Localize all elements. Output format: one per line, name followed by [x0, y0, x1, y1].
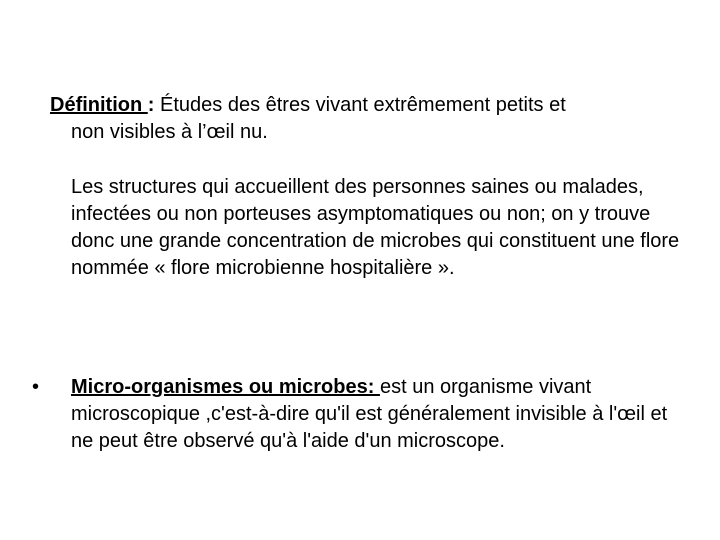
bullet-text: [71, 374, 676, 455]
bullet-term: Micro-organismes ou microbes:: [71, 376, 380, 398]
bullet-definition: est un organisme vivant microscopique ,c'est-à-dire qu'il est généralement invisible à l'œil et ne peut être observé qu'à l'aide d'un microscope.: [71, 376, 668, 452]
definition-text-line1: Études des êtres vivant extrêmement petits et: [154, 94, 566, 116]
definition-colon: :: [147, 94, 155, 116]
definition-text-line2: non visibles à l’œil nu.: [71, 121, 268, 143]
definition-term: Définition: [50, 94, 148, 116]
bullet-item: [32, 374, 692, 455]
structures-paragraph: Les structures qui accueillent des personnes saines ou malades, infectées ou non porteuses asymptomatiques ou non; on y trouve donc une grande concentration de microbes qui constituent une flore nommée « flore microbienne hospitalière ».: [71, 176, 680, 279]
definition-paragraph: [50, 92, 690, 146]
definition-line: [50, 92, 690, 119]
bullet-marker: •: [32, 376, 40, 398]
